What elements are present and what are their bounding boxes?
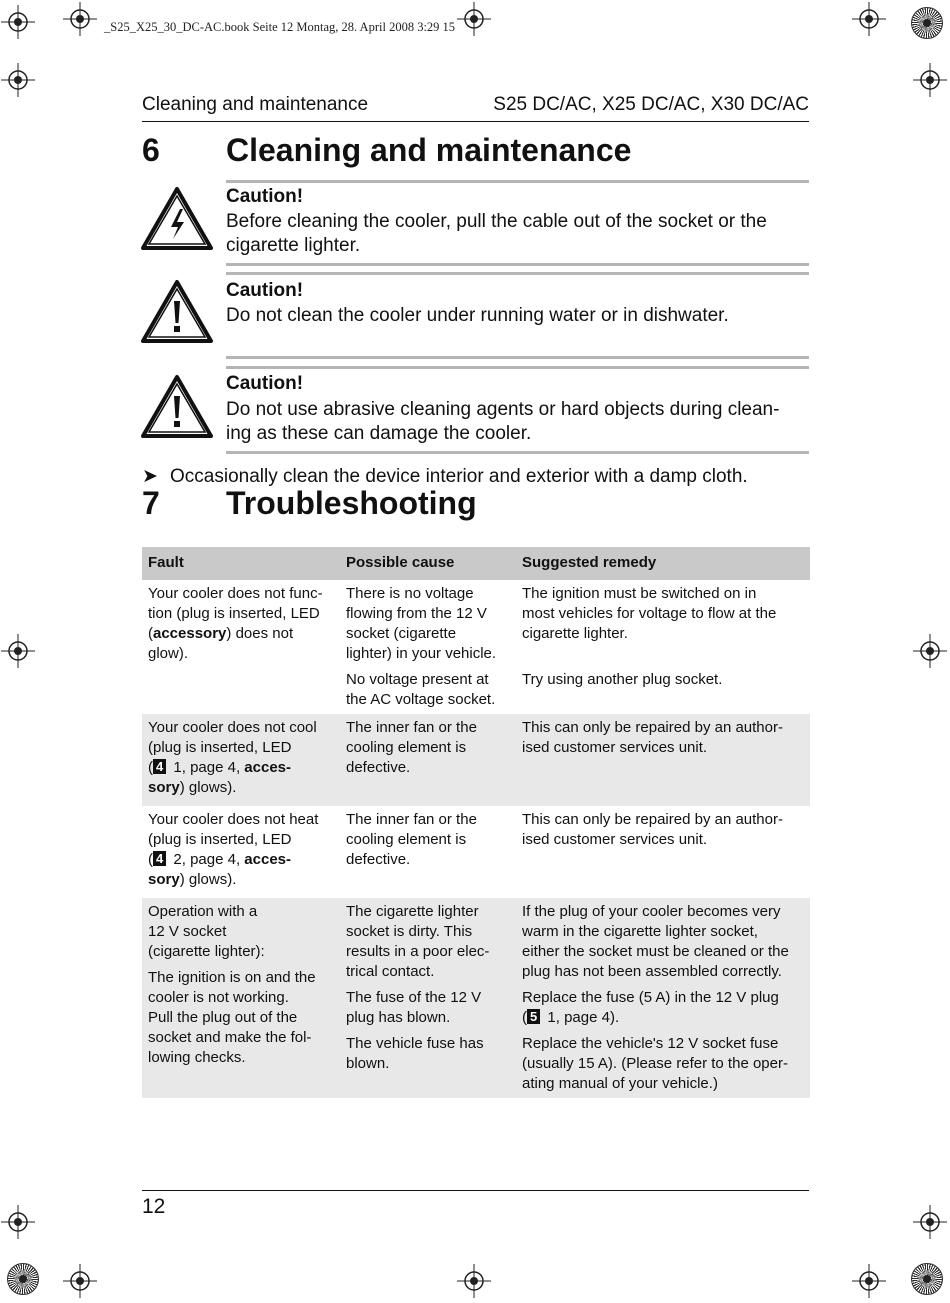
- figure-reference-badge: 4: [153, 759, 166, 774]
- registration-mark-icon: [1, 63, 35, 97]
- caution-3-bottom-rule: [226, 451, 809, 454]
- registration-mark-icon: [457, 2, 491, 36]
- registration-mark-icon: [913, 63, 947, 97]
- caution-2-top-rule: [226, 272, 809, 275]
- remedy-cell: If the plug of your cooler becomes very warm in the cigarette lighter socket, either the socket must be cleaned or the plug has not been assembled correctly. Replace the fuse (5 A) in the 12 V plug ( 5 1, page 4). Replace the vehicle's 12 V socket fuse (usually 15 A). (Please refer to the oper- ating manual of your vehicle.): [516, 898, 810, 1098]
- registration-mark-icon: [913, 1205, 947, 1239]
- column-header-cause: Possible cause: [340, 547, 516, 580]
- table-header-row: [142, 547, 810, 580]
- fault-cell: Your cooler does not heat (plug is inserted, LED ( 4 2, page 4, acces- sory) glows).: [148, 811, 319, 888]
- column-header-remedy: Suggested remedy: [516, 547, 810, 580]
- cause-cell: The cigarette lighter socket is dirty. This results in a poor elec- trical contact. The fuse of the 12 V plug has blown. The vehicle fuse has blown.: [340, 898, 516, 1098]
- instruction-arrow-icon: ➤: [142, 466, 158, 487]
- caution-3-title: Caution!: [226, 373, 304, 394]
- exclamation-warning-icon: [140, 374, 214, 440]
- fault-cell: Your cooler does not func- tion (plug is inserted, LED (accessory) does not glow).: [148, 585, 323, 662]
- cause-cell: There is no voltage flowing from the 12 V socket (cigarette lighter) in your vehicle.: [346, 585, 497, 662]
- page-number: 12: [142, 1195, 166, 1218]
- footer-rule: [142, 1190, 809, 1191]
- caution-2-bottom-rule: [226, 356, 809, 359]
- exclamation-warning-icon: [140, 279, 214, 345]
- column-header-fault: Fault: [142, 547, 340, 580]
- registration-mark-icon: [1, 1205, 35, 1239]
- remedy-cell: The ignition must be switched on in most vehicles for voltage to flow at the cigarette lighter.: [522, 585, 777, 642]
- registration-mark-icon: [63, 2, 97, 36]
- fault-cell: Your cooler does not cool (plug is inserted, LED ( 4 1, page 4, acces- sory) glows).: [142, 714, 340, 806]
- registration-mark-icon: [852, 2, 886, 36]
- caution-1-title: Caution!: [226, 186, 304, 207]
- registration-mark-icon: [457, 1264, 491, 1298]
- registration-mark-icon: [852, 1264, 886, 1298]
- remedy-cell: Try using another plug socket.: [522, 671, 723, 688]
- registration-mark-icon: [63, 1264, 97, 1298]
- fault-cell: Operation with a 12 V socket (cigarette lighter): The ignition is on and the cooler is not working. Pull the plug out of the socket and make the fol- lowing checks.: [142, 898, 340, 1098]
- registration-mark-icon: [1, 634, 35, 668]
- running-header-models: S25 DC/AC, X25 DC/AC, X30 DC/AC: [493, 94, 809, 115]
- remedy-cell: This can only be repaired by an author- ised customer services unit.: [522, 811, 783, 848]
- table-row: [142, 714, 810, 806]
- running-header-section: Cleaning and maintenance: [142, 94, 369, 115]
- caution-1-top-rule: [226, 180, 809, 183]
- instruction-text: Occasionally clean the device interior and exterior with a damp cloth.: [170, 466, 748, 487]
- figure-reference-badge: 5: [527, 1009, 540, 1024]
- color-bar-rosette-icon: [911, 7, 943, 39]
- color-bar-rosette-icon: [7, 1263, 39, 1295]
- remedy-cell: This can only be repaired by an author- ised customer services unit.: [516, 714, 810, 806]
- electric-shock-warning-icon: [140, 186, 214, 252]
- caution-1-bottom-rule: [226, 263, 809, 266]
- section-7-number: 7: [142, 485, 160, 521]
- header-rule: [142, 121, 809, 122]
- registration-mark-icon: [1, 5, 35, 39]
- cause-cell: The inner fan or the cooling element is defective.: [340, 714, 516, 806]
- table-row: [142, 806, 810, 898]
- table-row: [142, 580, 810, 668]
- registration-mark-icon: [913, 634, 947, 668]
- print-production-mark: _S25_X25_30_DC-AC.book Seite 12 Montag, 28. April 2008 3:29 15: [104, 20, 456, 34]
- caution-2-text: Do not clean the cooler under running water or in dishwater.: [226, 305, 729, 326]
- cause-cell: No voltage present at the AC voltage socket.: [346, 671, 496, 708]
- section-6-number: 6: [142, 132, 160, 168]
- caution-2-title: Caution!: [226, 280, 304, 301]
- section-6-title: Cleaning and maintenance: [226, 132, 632, 168]
- color-bar-rosette-icon: [911, 1263, 943, 1295]
- caution-3-top-rule: [226, 366, 809, 369]
- troubleshooting-table: [142, 547, 810, 1098]
- caution-3-text: Do not use abrasive cleaning agents or hard objects during clean- ing as these can damage the cooler.: [226, 399, 780, 444]
- figure-reference-badge: 4: [153, 851, 166, 866]
- cause-cell: The inner fan or the cooling element is defective.: [346, 811, 477, 868]
- caution-1-text: Before cleaning the cooler, pull the cable out of the socket or the cigarette lighter.: [226, 211, 767, 256]
- section-7-title: Troubleshooting: [226, 485, 477, 521]
- table-row: [142, 898, 810, 1098]
